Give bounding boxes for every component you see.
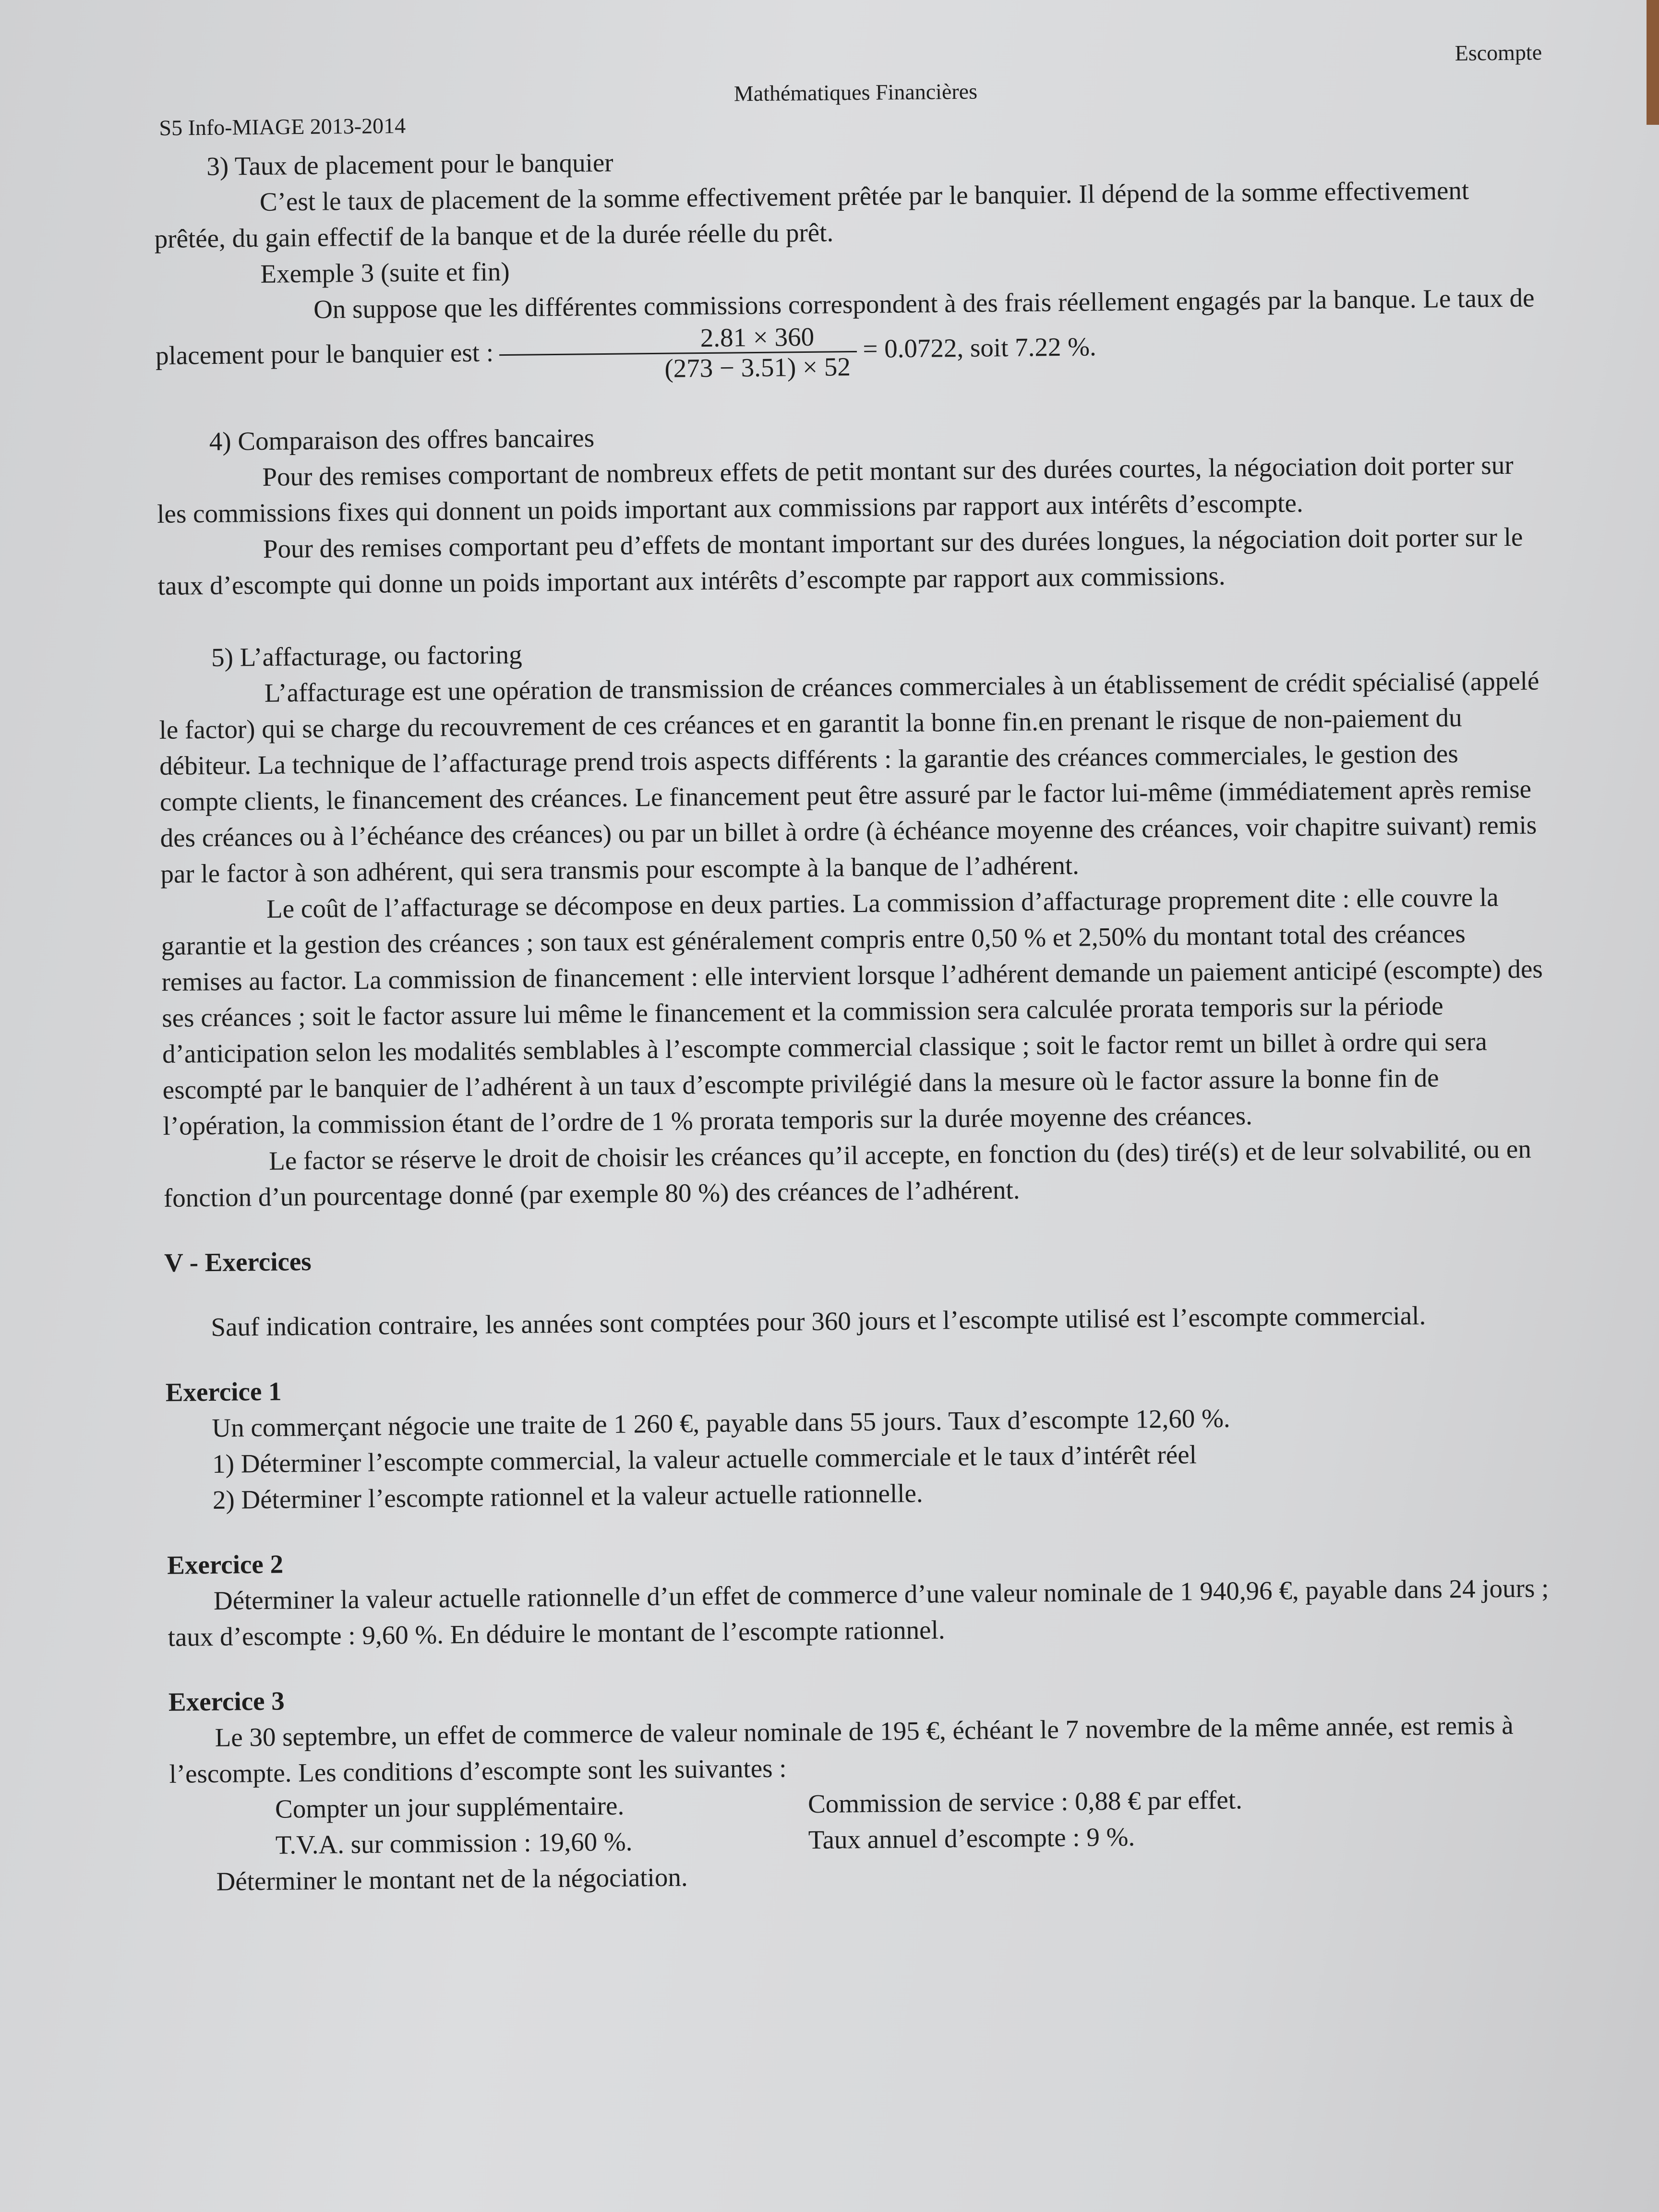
exercise-1-question-2: 2) Déterminer l’escompte rationnel et la valeur actuelle rationnelle. [212,1478,923,1515]
section-3-paragraph: C’est le taux de placement de la somme effectivement prêtée par le banquier. Il dépend de la somme effectivement prêtée, du gain effectif de la banque et de la durée réelle du prêt. [154,175,1469,253]
section-4-paragraph-2: Pour des remises comportant peu d’effets de montant important sur des durées longues, la négociation doit porter sur le taux d’escompte qui donne un poids important aux intérêts d’escompte par rapport aux commissions. [157,522,1523,601]
example-3-result: = 0.0722, soit 7.22 %. [863,332,1097,363]
section-3-title: 3) Taux de placement pour le banquier [206,147,613,181]
header-chapter: Escompte [1455,40,1542,65]
header-course: S5 Info-MIAGE 2013-2014 [159,113,406,140]
section-4-title: 4) Comparaison des offres bancaires [209,423,595,456]
condition-discount-rate: Taux annuel d’escompte : 9 %. [808,1822,1135,1855]
condition-service-fee: Commission de service : 0,88 € par effet. [807,1785,1243,1819]
section-5-paragraph-1: L’affacturage est une opération de transmission de créances commerciales à un établissement de crédit spécialisé (appelé le factor) qui se charge du recouvrement de ces créances et en garantit la bonne fin.en prenant le risque de non-paiement du débiteur. La technique de l’affacturage prend trois aspects différents : la garantie des créances commerciales, le gestion des compte clients, le financement des créances. Le financement peut être assuré par le factor lui-même (immédiatement après remise des créances ou à l’échéance des créances) ou par un billet à ordre (à échéance moyenne des créances, voir chapitre suivant) remis par le factor à son adhérent, qui sera transmis pour escompte à la banque de l’adhérent. [159,666,1539,889]
section-4-paragraph-1: Pour des remises comportant de nombreux effets de petit montant sur des durées courtes, la négociation doit porter sur les commissions fixes qui donnent un poids important aux commissions par rapport aux intérêts d’escompte. [156,450,1514,529]
condition-extra-day: Compter un jour supplémentaire. [275,1791,625,1824]
exercise-2-heading: Exercice 2 [167,1549,284,1580]
example-3-text [155,279,1539,388]
condition-vat: T.V.A. sur commission : 19,60 %. [275,1827,633,1860]
example-3-title: Exemple 3 (suite et fin) [260,256,510,289]
document-body [154,135,1553,1899]
exercise-3-text: Le 30 septembre, un effet de commerce de valeur nominale de 195 €, échéant le 7 novembre de la même année, est remis à l’escompte. Les conditions d’escompte sont les suivantes : [169,1710,1514,1789]
exercise-3-heading: Exercice 3 [168,1686,285,1717]
section-5-paragraph-3: Le factor se réserve le droit de choisir les créances qu’il accepte, en fonction du (des) tiré(s) et de leur solvabilité, ou en fonction d’un pourcentage donné (par exemple 80 %) des créances de l’adhérent. [163,1134,1532,1213]
section-5-title: 5) L’affacturage, ou factoring [211,639,522,672]
exercise-3-question: Déterminer le montant net de la négociation. [216,1862,688,1896]
exercises-heading: V - Exercices [164,1246,312,1277]
exercise-2-text: Déterminer la valeur actuelle rationnelle d’un effet de commerce d’une valeur nominale de 1 940,96 €, payable dans 24 jours ; taux d’escompte : 9,60 %. En déduire le montant de l’escompte rationnel. [168,1573,1549,1652]
fraction-denominator: (273 − 3.51) × 52 [664,352,851,383]
section-5-paragraph-2: Le coût de l’affacturage se décompose en deux parties. La commission d’affacturage proprement dite : elle couvre la garantie et la gestion des créances ; son taux est généralement compris entre 0,50 % et 2,50% du montant total des créances remises au factor. La commission de financement : elle intervient lorsque l’adhérent demande un paiement anticipé (escompte) des ses créances ; soit le factor assure lui même le financement et la commission sera calculée prorata temporis sur la période d’anticipation selon les modalités semblables à l’escompte commercial classique ; soit le factor remt un billet à ordre qui sera escompté par le banquier de l’adhérent à un taux d’escompte privilégié dans la mesure où le factor assure la bonne fin de l’opération, la commission étant de l’ordre de 1 % prorata temporis sur la durée moyenne des créances. [161,882,1543,1141]
fraction [499,322,858,385]
document-page [153,39,1553,1899]
exercise-1-heading: Exercice 1 [165,1376,282,1407]
exercises-intro: Sauf indication contraire, les années sont comptées pour 360 jours et l’escompte utilisé est l’escompte commercial. [211,1300,1426,1342]
page-edge [1647,0,1659,125]
header-subject: Mathématiques Financières [733,79,978,106]
fraction-numerator: 2.81 × 360 [499,322,857,356]
exercise-1-question-1: 1) Déterminer l’escompte commercial, la valeur actuelle commerciale et le taux d’intérêt réel [212,1440,1197,1479]
page-header [153,39,1542,149]
example-3-sentence: On suppose que les différentes commissions correspondent à des frais réellement engagés par la banque. Le taux de placement pour le banquier est : [155,283,1535,371]
exercise-1-text: Un commerçant négocie une traite de 1 260 €, payable dans 55 jours. Taux d’escompte 12,60 %. [212,1403,1230,1443]
